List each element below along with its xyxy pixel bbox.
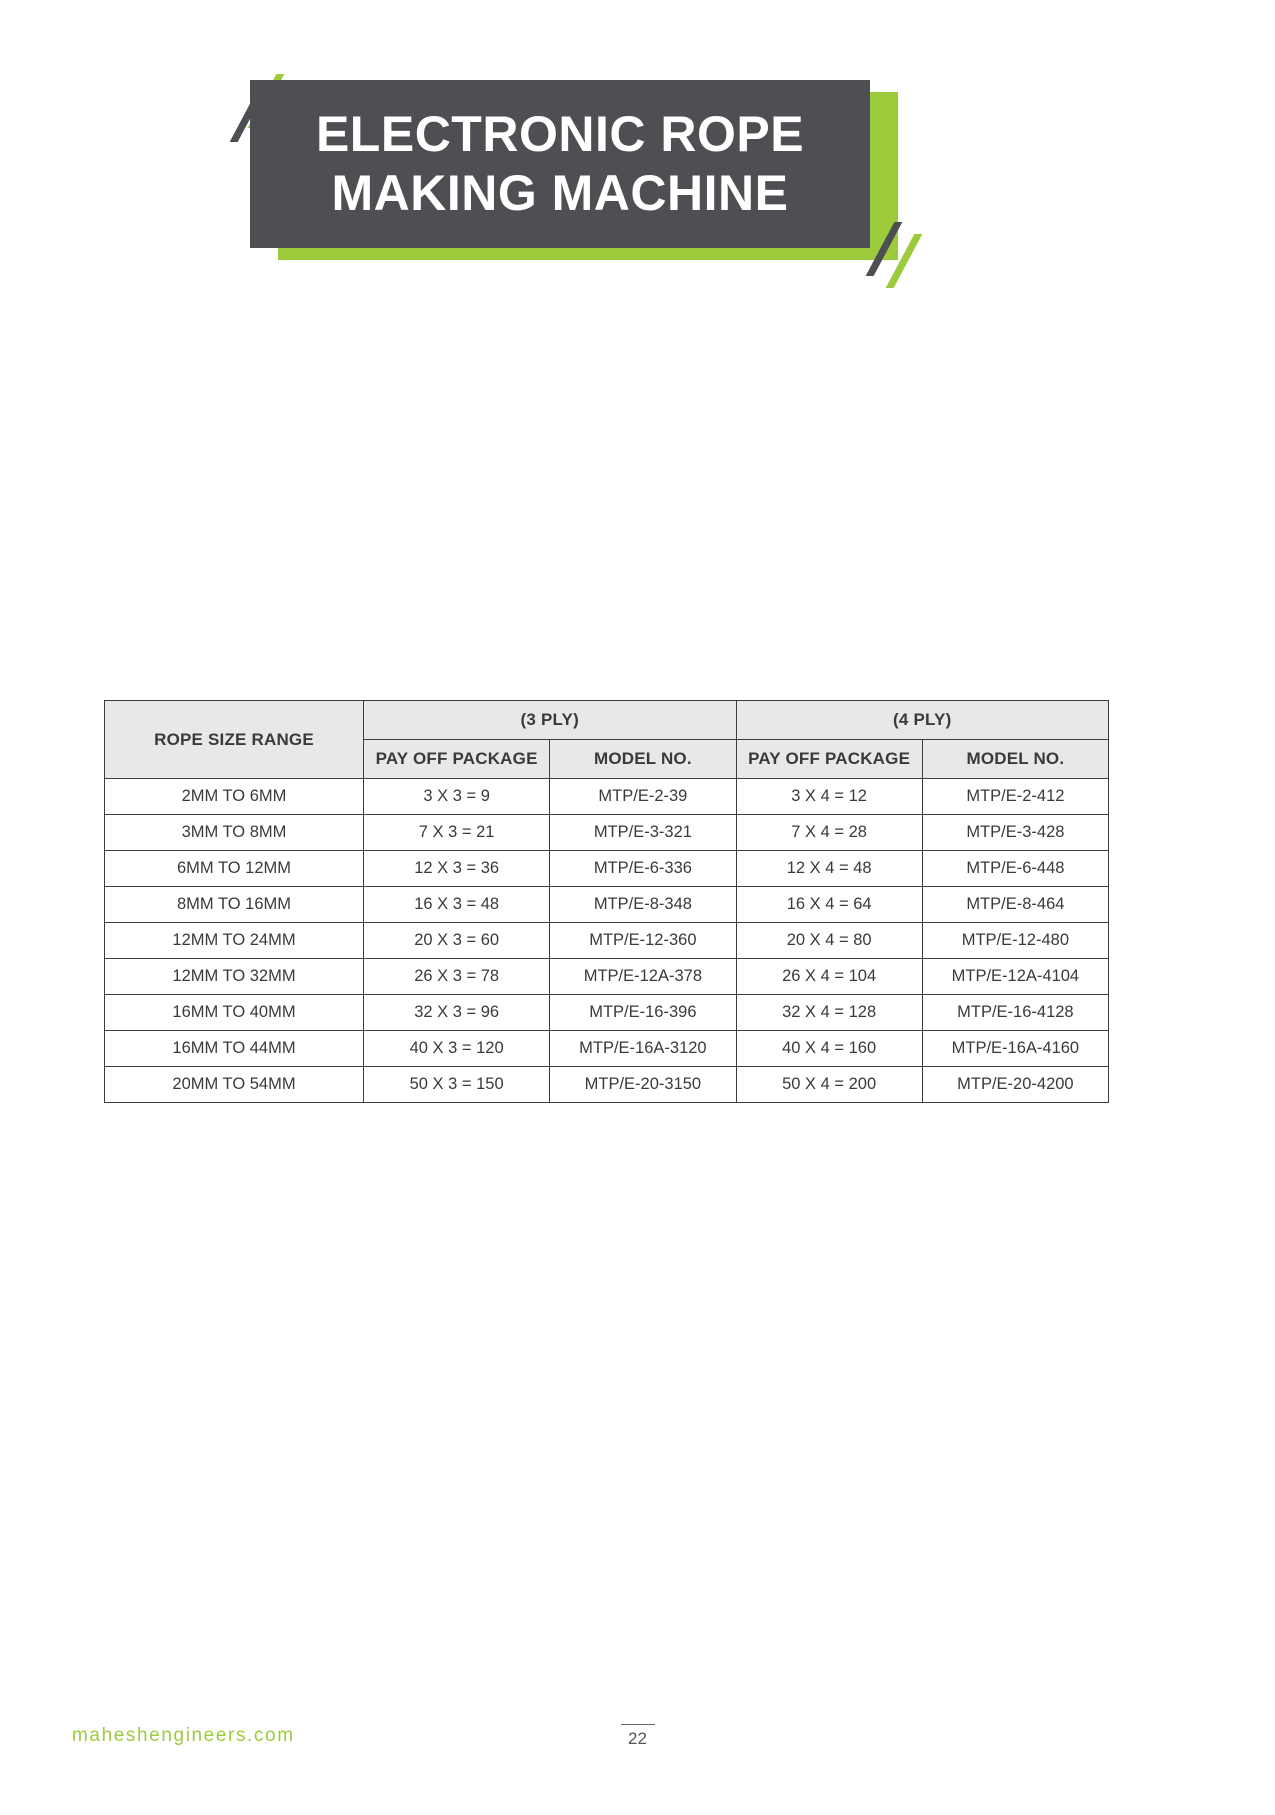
table-body (105, 779, 1109, 1103)
page-title-line1: ELECTRONIC ROPE (315, 106, 805, 162)
cell-model-4ply: MTP/E-12-480 (922, 923, 1108, 959)
cell-rope-size-range: 16MM TO 40MM (105, 995, 364, 1031)
specification-table (104, 700, 1109, 1103)
cell-pay-off-3ply: 3 X 3 = 9 (364, 779, 550, 815)
cell-pay-off-4ply: 12 X 4 = 48 (736, 851, 922, 887)
cell-model-3ply: MTP/E-8-348 (550, 887, 736, 923)
table-row (105, 1031, 1109, 1067)
table-row (105, 959, 1109, 995)
table-row (105, 815, 1109, 851)
cell-pay-off-4ply: 26 X 4 = 104 (736, 959, 922, 995)
cell-pay-off-3ply: 12 X 3 = 36 (364, 851, 550, 887)
cell-pay-off-4ply: 7 X 4 = 28 (736, 815, 922, 851)
table-row (105, 995, 1109, 1031)
cell-pay-off-3ply: 7 X 3 = 21 (364, 815, 550, 851)
table-head (105, 701, 1109, 779)
header-model-no-3ply: MODEL NO. (550, 740, 736, 779)
table-group-header-row (105, 701, 1109, 740)
cell-rope-size-range: 2MM TO 6MM (105, 779, 364, 815)
table-row (105, 779, 1109, 815)
cell-pay-off-4ply: 40 X 4 = 160 (736, 1031, 922, 1067)
cell-pay-off-4ply: 3 X 4 = 12 (736, 779, 922, 815)
page-title (298, 105, 822, 223)
table-row (105, 923, 1109, 959)
cell-model-4ply: MTP/E-16A-4160 (922, 1031, 1108, 1067)
page-number: 22 (628, 1729, 647, 1748)
cell-model-3ply: MTP/E-3-321 (550, 815, 736, 851)
header-group-3ply: (3 PLY) (364, 701, 737, 740)
cell-rope-size-range: 12MM TO 32MM (105, 959, 364, 995)
cell-pay-off-4ply: 16 X 4 = 64 (736, 887, 922, 923)
cell-model-4ply: MTP/E-3-428 (922, 815, 1108, 851)
cell-model-3ply: MTP/E-12-360 (550, 923, 736, 959)
cell-pay-off-4ply: 20 X 4 = 80 (736, 923, 922, 959)
page-title-block (240, 70, 920, 290)
header-group-4ply: (4 PLY) (736, 701, 1109, 740)
cell-model-3ply: MTP/E-16-396 (550, 995, 736, 1031)
cell-model-3ply: MTP/E-6-336 (550, 851, 736, 887)
header-pay-off-package-4ply: PAY OFF PACKAGE (736, 740, 922, 779)
cell-model-3ply: MTP/E-2-39 (550, 779, 736, 815)
cell-pay-off-4ply: 50 X 4 = 200 (736, 1067, 922, 1103)
title-dark-panel (250, 80, 870, 248)
table-row (105, 1067, 1109, 1103)
cell-rope-size-range: 20MM TO 54MM (105, 1067, 364, 1103)
cell-rope-size-range: 3MM TO 8MM (105, 815, 364, 851)
footer-website: maheshengineers.com (72, 1725, 295, 1746)
cell-model-4ply: MTP/E-12A-4104 (922, 959, 1108, 995)
cell-pay-off-3ply: 32 X 3 = 96 (364, 995, 550, 1031)
page-number-block (0, 1724, 1275, 1750)
cell-model-4ply: MTP/E-16-4128 (922, 995, 1108, 1031)
table-row (105, 887, 1109, 923)
cell-pay-off-3ply: 26 X 3 = 78 (364, 959, 550, 995)
cell-rope-size-range: 12MM TO 24MM (105, 923, 364, 959)
cell-model-4ply: MTP/E-6-448 (922, 851, 1108, 887)
cell-model-3ply: MTP/E-20-3150 (550, 1067, 736, 1103)
cell-rope-size-range: 8MM TO 16MM (105, 887, 364, 923)
cell-pay-off-3ply: 40 X 3 = 120 (364, 1031, 550, 1067)
cell-pay-off-3ply: 20 X 3 = 60 (364, 923, 550, 959)
cell-model-3ply: MTP/E-16A-3120 (550, 1031, 736, 1067)
header-pay-off-package-3ply: PAY OFF PACKAGE (364, 740, 550, 779)
cell-model-4ply: MTP/E-2-412 (922, 779, 1108, 815)
header-rope-size-range: ROPE SIZE RANGE (105, 701, 364, 779)
page-title-line2: MAKING MACHINE (331, 165, 789, 221)
cell-model-4ply: MTP/E-20-4200 (922, 1067, 1108, 1103)
specification-table-wrapper (104, 700, 1109, 1103)
cell-rope-size-range: 16MM TO 44MM (105, 1031, 364, 1067)
header-model-no-4ply: MODEL NO. (922, 740, 1108, 779)
cell-pay-off-3ply: 16 X 3 = 48 (364, 887, 550, 923)
cell-model-3ply: MTP/E-12A-378 (550, 959, 736, 995)
page-number-rule (621, 1724, 655, 1726)
cell-pay-off-4ply: 32 X 4 = 128 (736, 995, 922, 1031)
cell-model-4ply: MTP/E-8-464 (922, 887, 1108, 923)
cell-pay-off-3ply: 50 X 3 = 150 (364, 1067, 550, 1103)
cell-rope-size-range: 6MM TO 12MM (105, 851, 364, 887)
table-row (105, 851, 1109, 887)
